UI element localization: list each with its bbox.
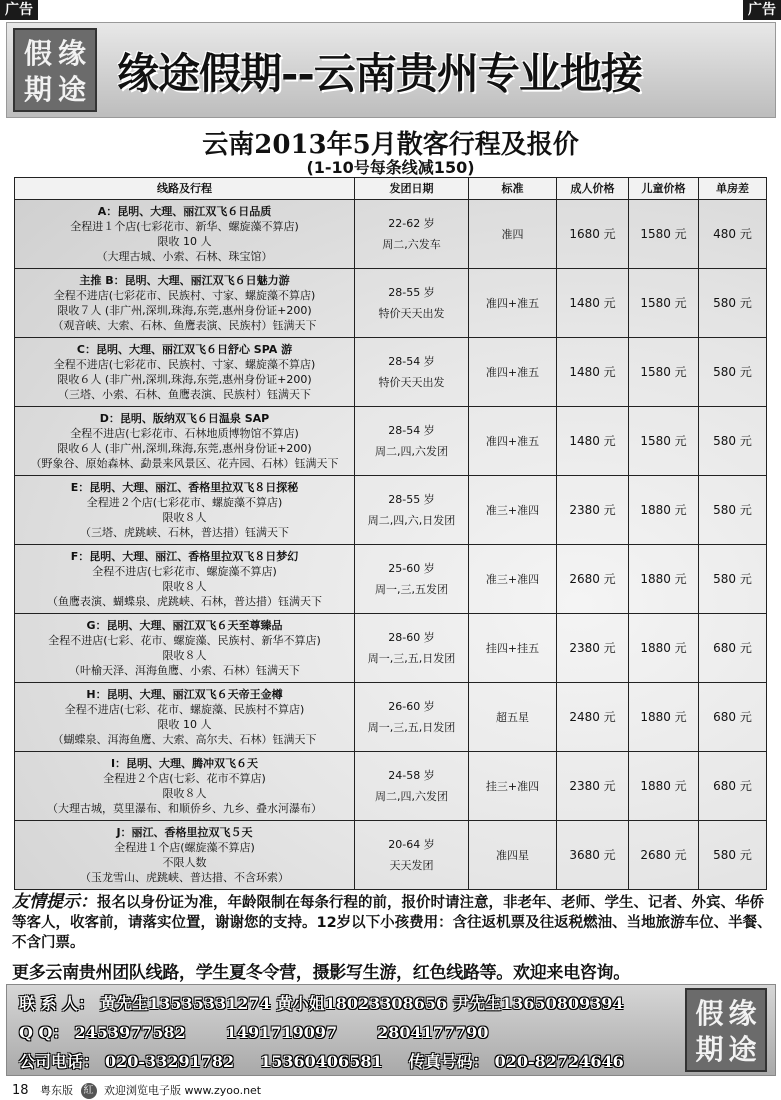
header-banner: [6, 22, 776, 118]
route-detail: 全程不进店(七彩花市、螺旋藻不算店): [92, 565, 277, 578]
price-table: [14, 177, 767, 890]
route-detail: 限收 10 人: [157, 235, 212, 248]
single-supplement-cell: 680 元: [699, 683, 767, 752]
phone-label: 公司电话：: [19, 1052, 100, 1071]
logo-char: 途: [57, 73, 86, 106]
qq-number: 1491719097: [225, 1023, 338, 1042]
standard-cell: 挂四+挂五: [469, 614, 557, 683]
notice-label: 友情提示：: [12, 892, 97, 912]
phone-number: 15360406581: [260, 1052, 383, 1071]
route-detail: 不限人数: [162, 856, 207, 869]
standard-cell: 准三+准四: [469, 545, 557, 614]
child-price-cell: 1580 元: [629, 407, 699, 476]
contact-persons-label: 联 系 人：: [19, 994, 95, 1013]
route-title: H：昆明、大理、丽江双飞６天帝王金樽: [86, 688, 283, 701]
dates-cell: [355, 476, 469, 545]
page-number: 18: [12, 1083, 29, 1098]
route-title: I：昆明、大理、腾冲双飞６天: [110, 757, 259, 770]
banner-title: 缘途假期--云南贵州专业地接: [117, 49, 642, 98]
phone-number: 020-33291782: [105, 1052, 235, 1071]
departure-days: 特价天天出发: [378, 307, 445, 320]
table-row: [15, 821, 767, 890]
route-title: E：昆明、大理、丽江、香格里拉双飞８日探秘: [70, 481, 299, 494]
brand-logo-small: [685, 988, 767, 1072]
single-supplement-cell: 580 元: [699, 545, 767, 614]
departure-days: 周二,六发车: [382, 238, 441, 251]
route-title: 主推 B：昆明、大理、丽江双飞６日魅力游: [79, 274, 290, 287]
route-cell: [15, 200, 355, 269]
standard-cell: 准四星: [469, 821, 557, 890]
page-title: 云南2013年5月散客行程及报价: [202, 130, 579, 160]
standard-cell: 准四+准五: [469, 407, 557, 476]
logo-char: 假: [23, 37, 52, 70]
adult-price-cell: 3680 元: [557, 821, 629, 890]
departure-days: 周二,四,六发团: [375, 790, 448, 803]
adult-price-cell: 2380 元: [557, 476, 629, 545]
route-detail: （大理古城、小索、石林、珠宝馆）: [96, 250, 273, 263]
route-detail: 全程进２个店(七彩花市、螺旋藻不算店): [86, 496, 283, 509]
fax-number: 020-82724646: [494, 1052, 624, 1071]
ad-label-left: 广告: [0, 0, 38, 20]
single-supplement-cell: 580 元: [699, 407, 767, 476]
route-detail: 全程不进店(七彩、花市、螺旋藻、民族村、新华不算店): [48, 634, 321, 647]
table-row: [15, 200, 767, 269]
page-footer: [12, 1082, 772, 1100]
adult-price-cell: 1480 元: [557, 407, 629, 476]
single-supplement-cell: 680 元: [699, 752, 767, 821]
departure-days: 天天发团: [389, 859, 434, 872]
single-supplement-cell: 580 元: [699, 338, 767, 407]
contact-persons-line: [19, 991, 630, 1014]
route-title: A：昆明、大理、丽江双飞６日品质: [97, 205, 272, 218]
contact-person: 黄先生13535331274: [100, 994, 271, 1013]
departure-days: 周二,四,六发团: [375, 445, 448, 458]
route-title: C：昆明、大理、丽江双飞６日舒心 SPA 游: [76, 343, 293, 356]
route-detail: （蝴蝶泉、洱海鱼鹰、大索、高尔夫、石林）钰满天下: [52, 733, 317, 746]
notice-block: [12, 892, 772, 953]
route-detail: 限收８人: [162, 649, 207, 662]
price-table-container: [14, 177, 766, 889]
adult-price-cell: 1480 元: [557, 338, 629, 407]
route-cell: [15, 821, 355, 890]
child-price-cell: 1580 元: [629, 269, 699, 338]
dates-cell: [355, 683, 469, 752]
departure-days: 特价天天出发: [378, 376, 445, 389]
footer-url[interactable]: www.zyoo.net: [184, 1084, 262, 1097]
age-range: 28-54 岁: [388, 424, 435, 437]
adult-price-cell: 2680 元: [557, 545, 629, 614]
logo-char: 缘: [57, 37, 86, 70]
qq-number: 2453977582: [74, 1023, 186, 1042]
route-detail: （三塔、虎跳峡、石林，普达措）钰满天下: [80, 526, 289, 539]
fax-label: 传真号码：: [408, 1052, 489, 1071]
age-range: 24-58 岁: [388, 769, 435, 782]
logo-char: 假: [695, 997, 724, 1030]
departure-days: 周一,三,五,日发团: [367, 652, 456, 665]
route-cell: [15, 614, 355, 683]
child-price-cell: 1880 元: [629, 476, 699, 545]
departure-days: 周二,四,六,日发团: [367, 514, 456, 527]
logo-char: 期: [23, 73, 52, 106]
header-dates: 发团日期: [355, 178, 469, 200]
route-detail: 限收６人 (非广州,深圳,珠海,东莞,惠州身份证+200): [57, 373, 312, 386]
age-range: 28-54 岁: [388, 355, 435, 368]
dates-cell: [355, 545, 469, 614]
table-row: [15, 407, 767, 476]
edition-label: 粤东版: [40, 1084, 74, 1097]
route-detail: 全程不进店(七彩、花市、螺旋藻、民族村不算店): [64, 703, 305, 716]
route-detail: 全程不进店(七彩花市、民族村、寸家、螺旋藻不算店): [53, 358, 316, 371]
qq-label: Q Q：: [19, 1023, 69, 1042]
route-detail: 限收８人: [162, 580, 207, 593]
route-detail: （三塔、小索、石林、鱼鹰表演、民族村）钰满天下: [58, 388, 311, 401]
child-price-cell: 1880 元: [629, 545, 699, 614]
ad-label-right: 广告: [743, 0, 781, 20]
age-range: 28-60 岁: [388, 631, 435, 644]
magazine-mark-icon: 紅: [81, 1083, 97, 1099]
route-detail: 全程进１个店(螺旋藻不算店): [114, 841, 255, 854]
single-supplement-cell: 680 元: [699, 614, 767, 683]
route-detail: （玉龙雪山、虎跳峡、普达措、不含环索）: [80, 871, 289, 884]
route-detail: 限收７人 (非广州,深圳,珠海,东莞,惠州身份证+200): [57, 304, 312, 317]
departure-days: 周一,三,五,日发团: [367, 721, 456, 734]
age-range: 28-55 岁: [388, 493, 435, 506]
header-child-price: 儿童价格: [629, 178, 699, 200]
route-cell: [15, 476, 355, 545]
route-detail: （观音峡、大索、石林、鱼鹰表演、民族村）钰满天下: [52, 319, 317, 332]
dates-cell: [355, 821, 469, 890]
route-detail: （鱼鹰表演、蝴蝶泉、虎跳峡、石林，普达措）钰满天下: [47, 595, 322, 608]
single-supplement-cell: 580 元: [699, 476, 767, 545]
route-detail: 全程不进店(七彩花市、民族村、寸家、螺旋藻不算店): [53, 289, 316, 302]
single-supplement-cell: 580 元: [699, 269, 767, 338]
route-cell: [15, 338, 355, 407]
child-price-cell: 1880 元: [629, 752, 699, 821]
logo-char: 期: [695, 1033, 724, 1066]
age-range: 20-64 岁: [388, 838, 435, 851]
adult-price-cell: 2380 元: [557, 614, 629, 683]
standard-cell: 准三+准四: [469, 476, 557, 545]
dates-cell: [355, 269, 469, 338]
standard-cell: 挂三+准四: [469, 752, 557, 821]
age-range: 22-62 岁: [388, 217, 435, 230]
standard-cell: 准四+准五: [469, 338, 557, 407]
standard-cell: 准四+准五: [469, 269, 557, 338]
adult-price-cell: 1480 元: [557, 269, 629, 338]
brand-logo: [13, 28, 97, 112]
contact-qq-line: [19, 1020, 494, 1043]
age-range: 25-60 岁: [388, 562, 435, 575]
contact-panel: [6, 984, 776, 1076]
promo-line: 更多云南贵州团队线路，学生夏冬令营，摄影写生游，红色线路等。欢迎来电咨询。: [12, 963, 630, 983]
dates-cell: [355, 752, 469, 821]
age-range: 28-55 岁: [388, 286, 435, 299]
route-detail: （野象谷、原始森林、勐景来风景区、花卉园、石林）钰满天下: [30, 457, 339, 470]
adult-price-cell: 2480 元: [557, 683, 629, 752]
route-detail: 全程不进店(七彩花市、石林地质博物馆不算店): [70, 427, 299, 440]
route-detail: 限收８人: [162, 787, 207, 800]
route-detail: 全程进１个店(七彩花市、新华、螺旋藻不算店): [70, 220, 299, 233]
header-standard: 标准: [469, 178, 557, 200]
route-detail: 限收６人 (非广州,深圳,珠海,东莞,惠州身份证+200): [57, 442, 312, 455]
adult-price-cell: 1680 元: [557, 200, 629, 269]
adult-price-cell: 2380 元: [557, 752, 629, 821]
dates-cell: [355, 407, 469, 476]
single-supplement-cell: 480 元: [699, 200, 767, 269]
standard-cell: 超五星: [469, 683, 557, 752]
table-row: [15, 545, 767, 614]
route-title: J：丽江、香格里拉双飞５天: [116, 826, 253, 839]
table-row: [15, 683, 767, 752]
route-cell: [15, 683, 355, 752]
child-price-cell: 1580 元: [629, 338, 699, 407]
route-cell: [15, 545, 355, 614]
departure-days: 周一,三,五发团: [375, 583, 448, 596]
table-header-row: [15, 178, 767, 200]
age-range: 26-60 岁: [388, 700, 435, 713]
dates-cell: [355, 200, 469, 269]
logo-char: 缘: [728, 997, 757, 1030]
qq-number: 2804177790: [377, 1023, 489, 1042]
route-detail: 全程进２个店(七彩、花市不算店): [103, 772, 266, 785]
header-adult-price: 成人价格: [557, 178, 629, 200]
route-detail: 限收８人: [162, 511, 207, 524]
child-price-cell: 1880 元: [629, 614, 699, 683]
single-supplement-cell: 580 元: [699, 821, 767, 890]
contact-person: 尹先生13650809394: [453, 994, 624, 1013]
route-title: D：昆明、版纳双飞６日温泉 SAP: [99, 412, 270, 425]
dates-cell: [355, 614, 469, 683]
table-row: [15, 752, 767, 821]
route-cell: [15, 269, 355, 338]
route-title: G：昆明、大理、丽江双飞６天至尊臻品: [86, 619, 283, 632]
dates-cell: [355, 338, 469, 407]
child-price-cell: 1880 元: [629, 683, 699, 752]
child-price-cell: 1580 元: [629, 200, 699, 269]
table-row: [15, 338, 767, 407]
route-detail: （大理古城，莫里瀑布、和顺侨乡、九乡、叠水河瀑布）: [47, 802, 322, 815]
route-detail: （叶榆天泽、洱海鱼鹰、小索、石林）钰满天下: [69, 664, 300, 677]
child-price-cell: 2680 元: [629, 821, 699, 890]
route-detail: 限收 10 人: [157, 718, 212, 731]
notice-text: 报名以身份证为准，年龄限制在每条行程的前，报价时请注意，非老年、老师、学生、记者、外宾、华侨等客人，收客前，请落实位置，谢谢您的支持。12岁以下小孩费用：含往返机票及往返税燃油、当地旅游车位、半餐、不含门票。: [12, 895, 772, 951]
table-row: [15, 614, 767, 683]
standard-cell: 准四: [469, 200, 557, 269]
route-cell: [15, 752, 355, 821]
table-row: [15, 269, 767, 338]
discount-note: (1-10号每条线减150): [306, 158, 475, 177]
table-row: [15, 476, 767, 545]
route-title: F：昆明、大理、丽江、香格里拉双飞８日梦幻: [70, 550, 299, 563]
header-single-supplement: 单房差: [699, 178, 767, 200]
contact-phone-line: [19, 1049, 630, 1072]
footer-slogan: 欢迎浏览电子版: [104, 1084, 182, 1097]
header-route: 线路及行程: [15, 178, 355, 200]
route-cell: [15, 407, 355, 476]
contact-person: 黄小姐18023308656: [276, 994, 448, 1013]
logo-char: 途: [728, 1033, 757, 1066]
